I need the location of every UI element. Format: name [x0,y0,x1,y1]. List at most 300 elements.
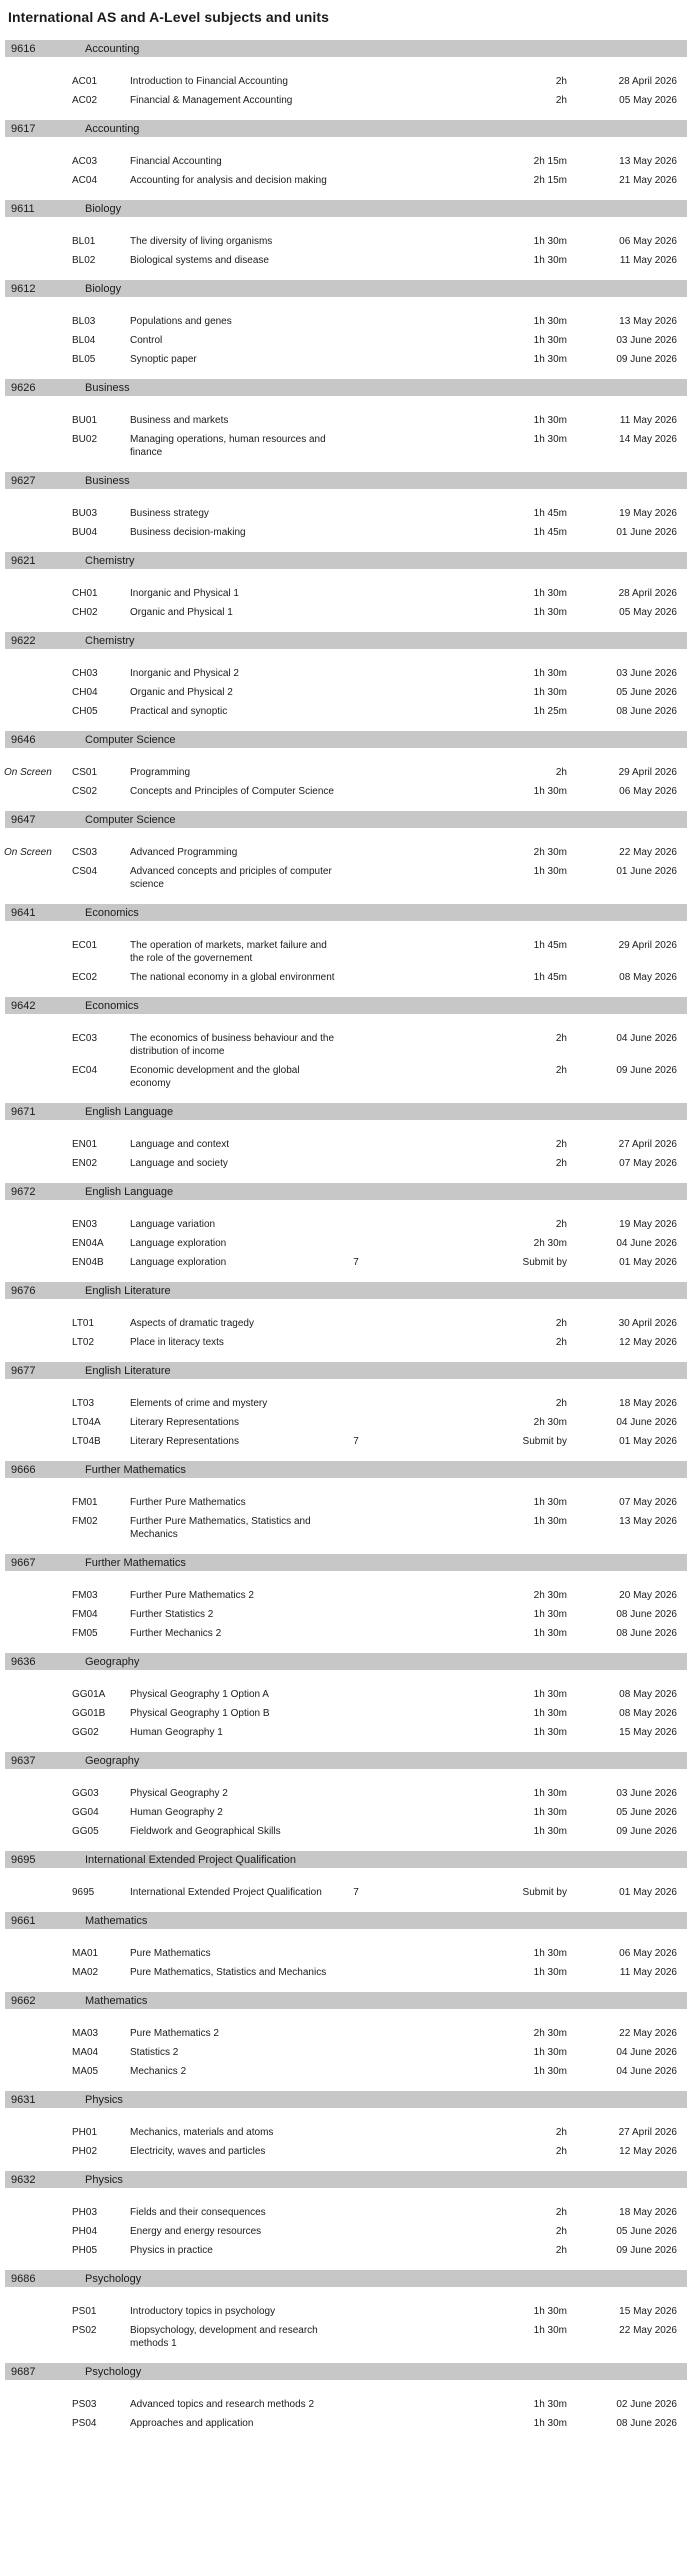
unit-title: Business strategy [130,508,209,519]
exam-date: 18 May 2026 [619,1398,677,1409]
unit-title: Advanced Programming [130,847,238,858]
subject-section [0,1282,690,1349]
unit-code: LT03 [72,1398,95,1409]
exam-date: 03 June 2026 [616,335,677,346]
unit-duration: 1h 30m [533,335,567,346]
unit-title: Financial & Management Accounting [130,95,293,106]
unit-row [0,1032,690,1058]
unit-code: GG03 [72,1788,99,1799]
unit-title: Concepts and Principles of Computer Science [130,786,334,797]
unit-row [0,1947,690,1960]
subject-section [0,1183,690,1269]
unit-row [0,414,690,427]
unit-duration: 1h 30m [533,687,567,698]
unit-duration: Submit by [522,1257,567,1268]
unit-title: Organic and Physical 1 [130,607,233,618]
unit-row [0,1416,690,1429]
subject-code: 9637 [11,1754,36,1767]
unit-title: Accounting for analysis and decision making [130,175,327,186]
unit-duration: 2h [555,1219,567,1230]
unit-title: Human Geography 2 [130,1807,223,1818]
subject-name: English Literature [85,1284,171,1297]
exam-date: 04 June 2026 [616,2047,677,2058]
section-header-bar [5,2171,687,2188]
unit-row [0,2206,690,2219]
unit-row [0,1336,690,1349]
unit-rows [0,1496,690,1541]
unit-code: PH02 [72,2146,98,2157]
exam-date: 13 May 2026 [619,1516,677,1527]
unit-duration: 1h 30m [533,316,567,327]
unit-rows [0,155,690,187]
unit-row [0,2417,690,2430]
unit-row [0,2046,690,2059]
unit-title: Electricity, waves and particles [130,2146,266,2157]
subject-section [0,1912,690,1979]
unit-code: AC03 [72,156,98,167]
unit-title: Introduction to Financial Accounting [130,76,288,87]
exam-date: 01 May 2026 [619,1436,677,1447]
unit-duration: 1h 30m [533,1689,567,1700]
section-header-bar [5,1461,687,1478]
unit-duration: 1h 30m [533,2418,567,2429]
subject-code: 9667 [11,1556,36,1569]
unit-row [0,1515,690,1541]
subject-code: 9695 [11,1853,36,1866]
unit-row [0,2324,690,2350]
section-header-bar [5,200,687,217]
section-header-bar [5,379,687,396]
subject-code: 9661 [11,1914,36,1927]
unit-rows [0,1688,690,1739]
unit-title: Further Pure Mathematics 2 [130,1590,254,1601]
unit-code: LT04A [72,1417,101,1428]
exam-date: 22 May 2026 [619,2325,677,2336]
section-header-bar [5,731,687,748]
subject-section [0,280,690,366]
exam-date: 05 May 2026 [619,95,677,106]
unit-row [0,1627,690,1640]
unit-code: EN01 [72,1139,98,1150]
unit-duration: 2h [555,2226,567,2237]
unit-duration: 2h [555,1318,567,1329]
unit-duration: 2h [555,767,567,778]
unit-duration: 2h [555,95,567,106]
subject-section [0,1554,690,1640]
exam-date: 30 April 2026 [618,1318,677,1329]
unit-rows [0,75,690,107]
subject-name: Chemistry [85,634,135,647]
unit-row [0,667,690,680]
unit-code: MA04 [72,2047,99,2058]
section-header-bar [5,1183,687,1200]
exam-date: 05 June 2026 [616,2226,677,2237]
unit-rows [0,414,690,459]
unit-title: Literary Representations [130,1417,239,1428]
subject-name: Business [85,474,130,487]
unit-title: Fields and their consequences [130,2207,266,2218]
unit-duration: 2h 30m [533,1590,567,1601]
unit-rows [0,846,690,891]
unit-code: CS01 [72,767,98,778]
unit-code: LT04B [72,1436,101,1447]
subject-code: 9672 [11,1185,36,1198]
unit-title: Synoptic paper [130,354,197,365]
subject-section [0,472,690,539]
unit-row [0,334,690,347]
section-header-bar [5,2363,687,2380]
unit-duration: 1h 30m [533,866,567,877]
subject-section [0,731,690,798]
unit-title: Organic and Physical 2 [130,687,233,698]
unit-code: GG04 [72,1807,99,1818]
section-header-bar [5,40,687,57]
unit-code: PS04 [72,2418,97,2429]
unit-row [0,846,690,859]
subject-section [0,1103,690,1170]
exam-date: 27 April 2026 [618,2127,677,2138]
exam-date: 27 April 2026 [618,1139,677,1150]
exam-date: 21 May 2026 [619,175,677,186]
unit-row [0,1157,690,1170]
unit-title: Pure Mathematics 2 [130,2028,219,2039]
section-header-bar [5,1912,687,1929]
unit-rows [0,1218,690,1269]
unit-duration: 1h 30m [533,1807,567,1818]
timetable-page [0,9,690,2450]
unit-row [0,2244,690,2257]
unit-duration: 2h [555,1398,567,1409]
unit-duration: 1h 30m [533,1628,567,1639]
unit-rows [0,667,690,718]
unit-rows [0,1787,690,1838]
unit-duration: 1h 45m [533,508,567,519]
exam-date: 18 May 2026 [619,2207,677,2218]
unit-code: GG05 [72,1826,99,1837]
unit-row [0,2027,690,2040]
unit-code: PH04 [72,2226,98,2237]
subject-section [0,1992,690,2078]
unit-title: Biological systems and disease [130,255,269,266]
unit-row [0,1688,690,1701]
unit-title: Language and context [130,1139,229,1150]
unit-row [0,1435,690,1448]
unit-row [0,507,690,520]
unit-title: Biopsychology, development and research methods 1 [130,2325,318,2349]
unit-code: PH03 [72,2207,98,2218]
unit-code: MA02 [72,1967,99,1978]
unit-title: Energy and energy resources [130,2226,262,2237]
unit-row [0,606,690,619]
exam-date: 19 May 2026 [619,508,677,519]
unit-row [0,705,690,718]
unit-title: Aspects of dramatic tragedy [130,1318,254,1329]
exam-date: 04 June 2026 [616,1238,677,1249]
unit-duration: 1h 45m [533,972,567,983]
unit-row [0,2225,690,2238]
subject-section [0,811,690,891]
unit-row [0,939,690,965]
subject-code: 9621 [11,554,36,567]
exam-date: 05 May 2026 [619,607,677,618]
unit-code: EN04B [72,1257,104,1268]
exam-date: 08 May 2026 [619,1708,677,1719]
unit-rows [0,1397,690,1448]
subject-section [0,904,690,984]
unit-row [0,1707,690,1720]
unit-code: AC01 [72,76,98,87]
exam-date: 19 May 2026 [619,1219,677,1230]
unit-title: The economics of business behaviour and the distribution of income [130,1033,335,1057]
subject-code: 9687 [11,2365,36,2378]
unit-title: Approaches and application [130,2418,254,2429]
unit-title: Mechanics 2 [130,2066,187,2077]
unit-code: PS01 [72,2306,97,2317]
unit-duration: Submit by [522,1436,567,1447]
subject-code: 9612 [11,282,36,295]
subject-name: Economics [85,999,139,1012]
subject-code: 9631 [11,2093,36,2106]
unit-row [0,174,690,187]
unit-row [0,865,690,891]
exam-date: 29 April 2026 [618,940,677,951]
unit-duration: 1h 45m [533,940,567,951]
exam-date: 14 May 2026 [619,434,677,445]
subject-name: Psychology [85,2272,142,2285]
subject-name: English Literature [85,1364,171,1377]
subject-code: 9671 [11,1105,36,1118]
subject-code: 9636 [11,1655,36,1668]
section-header-bar [5,2270,687,2287]
unit-row [0,315,690,328]
unit-duration: 1h 30m [533,1516,567,1527]
subject-code: 9647 [11,813,36,826]
subject-code: 9642 [11,999,36,1012]
subject-name: Psychology [85,2365,142,2378]
unit-row [0,2305,690,2318]
unit-duration: 2h 30m [533,2028,567,2039]
unit-row [0,2398,690,2411]
exam-date: 06 May 2026 [619,786,677,797]
unit-rows [0,507,690,539]
unit-title: Programming [130,767,191,778]
unit-duration: 2h [555,1065,567,1076]
exam-date: 08 June 2026 [616,1628,677,1639]
unit-row [0,1138,690,1151]
unit-title: Place in literacy texts [130,1337,224,1348]
unit-code: BL04 [72,335,96,346]
subject-section [0,40,690,107]
footnote-marker: 7 [353,1887,359,1898]
exam-date: 08 June 2026 [616,1609,677,1620]
exam-date: 01 May 2026 [619,1257,677,1268]
unit-title: Control [130,335,163,346]
unit-duration: 1h 30m [533,1609,567,1620]
unit-duration: 1h 30m [533,2306,567,2317]
unit-duration: 2h [555,1033,567,1044]
unit-title: Literary Representations [130,1436,239,1447]
unit-code: BL01 [72,236,96,247]
unit-title: Fieldwork and Geographical Skills [130,1826,281,1837]
subject-code: 9662 [11,1994,36,2007]
unit-code: CS03 [72,847,98,858]
unit-row [0,766,690,779]
unit-code: GG01A [72,1689,106,1700]
exam-date: 20 May 2026 [619,1590,677,1601]
unit-row [0,235,690,248]
unit-duration: 2h [555,2127,567,2138]
unit-duration: 1h 30m [533,2325,567,2336]
unit-row [0,1397,690,1410]
unit-duration: 2h [555,1139,567,1150]
exam-date: 22 May 2026 [619,847,677,858]
unit-rows [0,2206,690,2257]
unit-duration: 1h 30m [533,1497,567,1508]
unit-row [0,1064,690,1090]
exam-date: 05 June 2026 [616,687,677,698]
unit-duration: 1h 30m [533,1708,567,1719]
subject-name: Economics [85,906,139,919]
unit-rows [0,235,690,267]
subject-name: Physics [85,2093,123,2106]
subject-section [0,1653,690,1739]
unit-code: BU03 [72,508,98,519]
exam-date: 11 May 2026 [619,255,677,266]
unit-duration: 1h 30m [533,354,567,365]
unit-code: MA05 [72,2066,99,2077]
unit-title: Further Mechanics 2 [130,1628,222,1639]
unit-code: CS04 [72,866,98,877]
unit-title: Pure Mathematics [130,1948,211,1959]
exam-date: 12 May 2026 [619,1337,677,1348]
section-header-bar [5,632,687,649]
unit-row [0,1237,690,1250]
unit-rows [0,939,690,984]
unit-title: Advanced concepts and priciples of computer science [130,866,332,890]
unit-duration: 1h 25m [533,706,567,717]
unit-row [0,686,690,699]
unit-duration: 2h [555,1158,567,1169]
delivery-mode-label: On Screen [4,767,52,778]
subject-name: Biology [85,202,122,215]
unit-row [0,2126,690,2139]
subject-name: Geography [85,1754,140,1767]
unit-duration: 1h 30m [533,434,567,445]
subject-sections [0,40,690,2430]
unit-title: Physical Geography 1 Option A [130,1689,269,1700]
unit-title: Managing operations, human resources and finance [130,434,326,458]
subject-name: Chemistry [85,554,135,567]
unit-duration: 2h [555,2245,567,2256]
unit-code: LT02 [72,1337,95,1348]
exam-date: 15 May 2026 [619,1727,677,1738]
subject-section [0,632,690,718]
unit-title: The operation of markets, market failure and the role of the governement [130,940,327,964]
subject-section [0,2171,690,2257]
unit-title: Elements of crime and mystery [130,1398,268,1409]
unit-title: Pure Mathematics, Statistics and Mechanics [130,1967,327,1978]
unit-code: AC04 [72,175,98,186]
unit-duration: 1h 30m [533,1967,567,1978]
unit-code: MA01 [72,1948,99,1959]
unit-title: Statistics 2 [130,2047,179,2058]
unit-duration: 1h 30m [533,236,567,247]
unit-rows [0,2126,690,2158]
unit-row [0,2065,690,2078]
unit-title: Financial Accounting [130,156,222,167]
unit-duration: 2h 30m [533,1238,567,1249]
subject-code: 9686 [11,2272,36,2285]
unit-code: PH01 [72,2127,98,2138]
unit-code: BU02 [72,434,98,445]
unit-row [0,1256,690,1269]
subject-section [0,2091,690,2158]
unit-code: FM01 [72,1497,98,1508]
unit-code: CH01 [72,588,98,599]
section-header-bar [5,280,687,297]
exam-date: 11 May 2026 [619,415,677,426]
unit-title: The diversity of living organisms [130,236,273,247]
exam-date: 01 June 2026 [616,866,677,877]
subject-code: 9617 [11,122,36,135]
unit-title: The national economy in a global environment [130,972,335,983]
unit-title: Human Geography 1 [130,1727,223,1738]
unit-row [0,526,690,539]
unit-title: Physics in practice [130,2245,213,2256]
unit-duration: 1h 30m [533,415,567,426]
section-header-bar [5,1851,687,1868]
unit-duration: 1h 30m [533,1727,567,1738]
subject-section [0,379,690,459]
exam-date: 09 June 2026 [616,1826,677,1837]
unit-code: BU01 [72,415,98,426]
unit-duration: 1h 30m [533,255,567,266]
subject-name: Mathematics [85,1914,148,1927]
subject-section [0,997,690,1090]
page-title: International AS and A-Level subjects and units [8,9,330,25]
exam-date: 06 May 2026 [619,1948,677,1959]
subject-name: English Language [85,1105,174,1118]
unit-code: CH02 [72,607,98,618]
unit-title: Physical Geography 1 Option B [130,1708,270,1719]
bottom-padding [0,2436,690,2450]
exam-date: 22 May 2026 [619,2028,677,2039]
subject-section [0,1851,690,1899]
unit-row [0,254,690,267]
section-header-bar [5,120,687,137]
unit-title: Populations and genes [130,316,232,327]
exam-date: 04 June 2026 [616,1033,677,1044]
unit-code: EC02 [72,972,98,983]
section-header-bar [5,472,687,489]
unit-duration: 2h 15m [533,156,567,167]
unit-row [0,587,690,600]
unit-title: Economic development and the global economy [130,1065,300,1089]
unit-duration: Submit by [522,1887,567,1898]
unit-title: Language exploration [130,1238,227,1249]
unit-duration: 2h [555,1337,567,1348]
subject-code: 9641 [11,906,36,919]
unit-row [0,155,690,168]
unit-rows [0,1589,690,1640]
section-header-bar [5,904,687,921]
unit-row [0,94,690,107]
unit-rows [0,1138,690,1170]
unit-row [0,1966,690,1979]
unit-row [0,1317,690,1330]
unit-code: LT01 [72,1318,95,1329]
subject-name: Business [85,381,130,394]
